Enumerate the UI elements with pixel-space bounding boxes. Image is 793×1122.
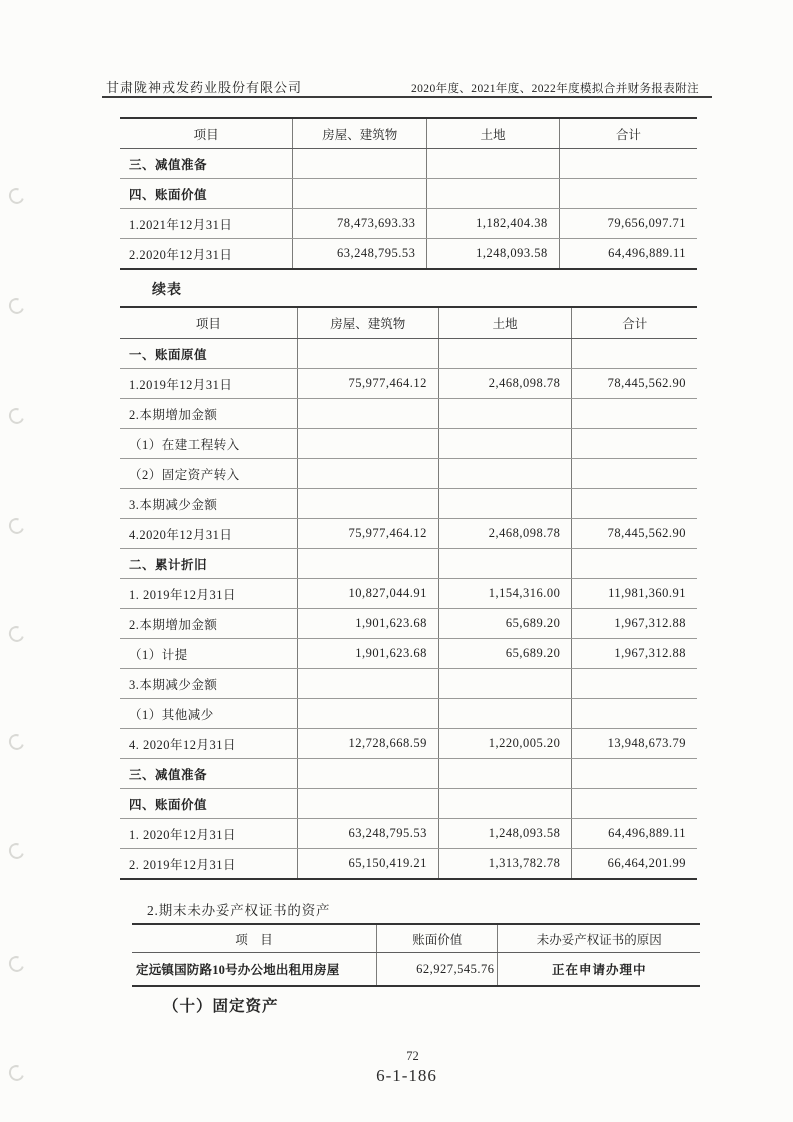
column-header: 土地 [438,307,572,339]
page-number: 72 [406,1049,419,1063]
table-row [120,429,697,459]
table-header-row [132,924,700,953]
column-header: 房屋、建筑物 [297,307,438,339]
value-cell [297,429,438,459]
value-cell: 10,827,044.91 [297,579,438,609]
value-cell: 75,977,464.12 [297,369,438,399]
value-cell: 62,927,545.76 [376,953,498,987]
continued-table-label: 续表 [152,283,182,298]
row-label-cell: 2.2020年12月31日 [120,239,293,270]
row-label-cell: 2.本期增加金额 [120,399,297,429]
binder-hole-artifact [6,954,26,975]
binder-hole-artifact [6,732,26,753]
row-label-cell: （1）在建工程转入 [120,429,297,459]
row-label-cell: 3.本期减少金额 [120,489,297,519]
value-cell [297,489,438,519]
value-cell: 64,496,889.11 [608,246,686,260]
value-cell: 78,445,562.90 [572,369,697,399]
column-header: 项 目 [132,924,376,953]
value-cell: 11,981,360.91 [572,579,697,609]
value-cell [438,699,572,729]
unregistered-property-table [132,923,700,987]
table-row [120,489,697,519]
row-label-cell: 三、减值准备 [120,759,297,789]
row-label-cell: 2.本期增加金额 [120,609,297,639]
table-header-row [120,307,697,339]
value-cell: 1,248,093.58 [438,819,572,849]
table-row [120,759,697,789]
value-cell [297,459,438,489]
value-cell [572,669,697,699]
column-header: 合计 [559,118,697,149]
report-title: 2020年度、2021年度、2022年度模拟合并财务报表附注 [411,83,699,95]
table-row [120,639,697,669]
value-cell: 79,656,097.71 [559,209,697,239]
value-cell [438,759,572,789]
value-cell [572,459,697,489]
value-cell [559,179,697,209]
value-cell [572,549,697,579]
column-header: 合计 [572,307,697,339]
binder-hole-artifact [6,841,26,862]
table-row [120,179,697,209]
fixed-asset-schedule-table [120,117,697,270]
value-cell: 2,468,098.78 [438,369,572,399]
value-cell [438,789,572,819]
value-cell: 13,948,673.79 [572,729,697,759]
row-label-cell: 2. 2019年12月31日 [120,849,297,880]
value-cell [438,489,572,519]
value-cell [438,549,572,579]
row-label-cell: 4. 2020年12月31日 [120,729,297,759]
value-cell [572,399,697,429]
table-header-row [120,118,697,149]
document-number: 6-1-186 [376,1066,437,1085]
row-label-cell: 三、减值准备 [120,149,293,179]
value-cell: 正在申请办理中 [551,963,647,977]
header-divider [102,96,712,98]
value-cell: 1,901,623.68 [297,609,438,639]
next-section-heading: （十）固定资产 [163,998,279,1015]
value-cell [297,549,438,579]
column-header: 项目 [120,118,293,149]
table-row [120,399,697,429]
row-label-cell: （1）其他减少 [120,699,297,729]
column-header: 项目 [120,307,297,339]
value-cell [572,489,697,519]
value-cell [427,149,559,179]
table-row [132,953,700,987]
value-cell [297,759,438,789]
row-label-cell: 一、账面原值 [120,339,297,369]
value-cell: 65,150,419.21 [297,849,438,880]
value-cell [559,149,697,179]
binder-hole-artifact [6,406,26,427]
row-label-cell: 二、累计折旧 [120,549,297,579]
row-label-cell: 1. 2020年12月31日 [120,819,297,849]
column-header: 土地 [427,118,559,149]
company-name: 甘肃陇神戎发药业股份有限公司 [106,80,303,95]
row-label-cell: 3.本期减少金额 [120,669,297,699]
table-row [120,369,697,399]
value-cell [438,429,572,459]
value-cell [572,759,697,789]
fixed-asset-continued-table [120,306,697,880]
table-row [120,239,697,270]
row-label-cell: 1.2021年12月31日 [120,209,293,239]
value-cell [438,339,572,369]
row-label-cell: （2）固定资产转入 [120,459,297,489]
value-cell: 65,689.20 [438,639,572,669]
value-cell [427,179,559,209]
value-cell [438,669,572,699]
row-label-cell: 四、账面价值 [120,789,297,819]
value-cell [293,179,427,209]
table-row [120,669,697,699]
binder-hole-artifact [6,186,26,207]
unregistered-assets-heading: 2.期末未办妥产权证书的资产 [147,903,331,918]
table-row [120,519,697,549]
table-row [120,149,697,179]
value-cell [572,699,697,729]
value-cell [572,789,697,819]
value-cell: 1,220,005.20 [438,729,572,759]
column-header: 未办妥产权证书的原因 [498,924,700,953]
table-row [120,209,697,239]
value-cell: 1,901,623.68 [297,639,438,669]
row-label-cell: 4.2020年12月31日 [120,519,297,549]
column-header: 房屋、建筑物 [293,118,427,149]
value-cell [293,149,427,179]
value-cell [297,399,438,429]
table-row [120,849,697,880]
value-cell: 64,496,889.11 [572,819,697,849]
value-cell [438,399,572,429]
value-cell: 1,313,782.78 [438,849,572,880]
value-cell: 66,464,201.99 [607,856,686,870]
value-cell [297,789,438,819]
table-row [120,549,697,579]
value-cell: 2,468,098.78 [438,519,572,549]
binder-hole-artifact [6,296,26,317]
value-cell: 1,967,312.88 [572,639,697,669]
table-row [120,789,697,819]
value-cell: 1,967,312.88 [572,609,697,639]
table-row [120,819,697,849]
row-label-cell: 四、账面价值 [120,179,293,209]
table-row [120,339,697,369]
value-cell: 12,728,668.59 [297,729,438,759]
value-cell: 1,182,404.38 [427,209,559,239]
binder-hole-artifact [6,516,26,537]
row-label-cell: 1.2019年12月31日 [120,369,297,399]
table-row [120,729,697,759]
value-cell [572,429,697,459]
value-cell: 1,248,093.58 [427,239,559,270]
column-header: 账面价值 [376,924,498,953]
table-row [120,609,697,639]
value-cell: 78,473,693.33 [293,209,427,239]
value-cell [297,699,438,729]
value-cell: 78,445,562.90 [572,519,697,549]
value-cell: 63,248,795.53 [297,819,438,849]
table-row [120,579,697,609]
row-label-cell: 1. 2019年12月31日 [120,579,297,609]
table-row [120,459,697,489]
value-cell: 75,977,464.12 [297,519,438,549]
binder-hole-artifact [6,624,26,645]
value-cell: 1,154,316.00 [438,579,572,609]
row-label-cell: （1）计提 [120,639,297,669]
value-cell [572,339,697,369]
row-label-cell: 定远镇国防路10号办公地出租用房屋 [132,953,376,987]
value-cell [297,669,438,699]
value-cell [438,459,572,489]
table-row [120,699,697,729]
value-cell: 65,689.20 [438,609,572,639]
value-cell [297,339,438,369]
value-cell: 63,248,795.53 [293,239,427,270]
